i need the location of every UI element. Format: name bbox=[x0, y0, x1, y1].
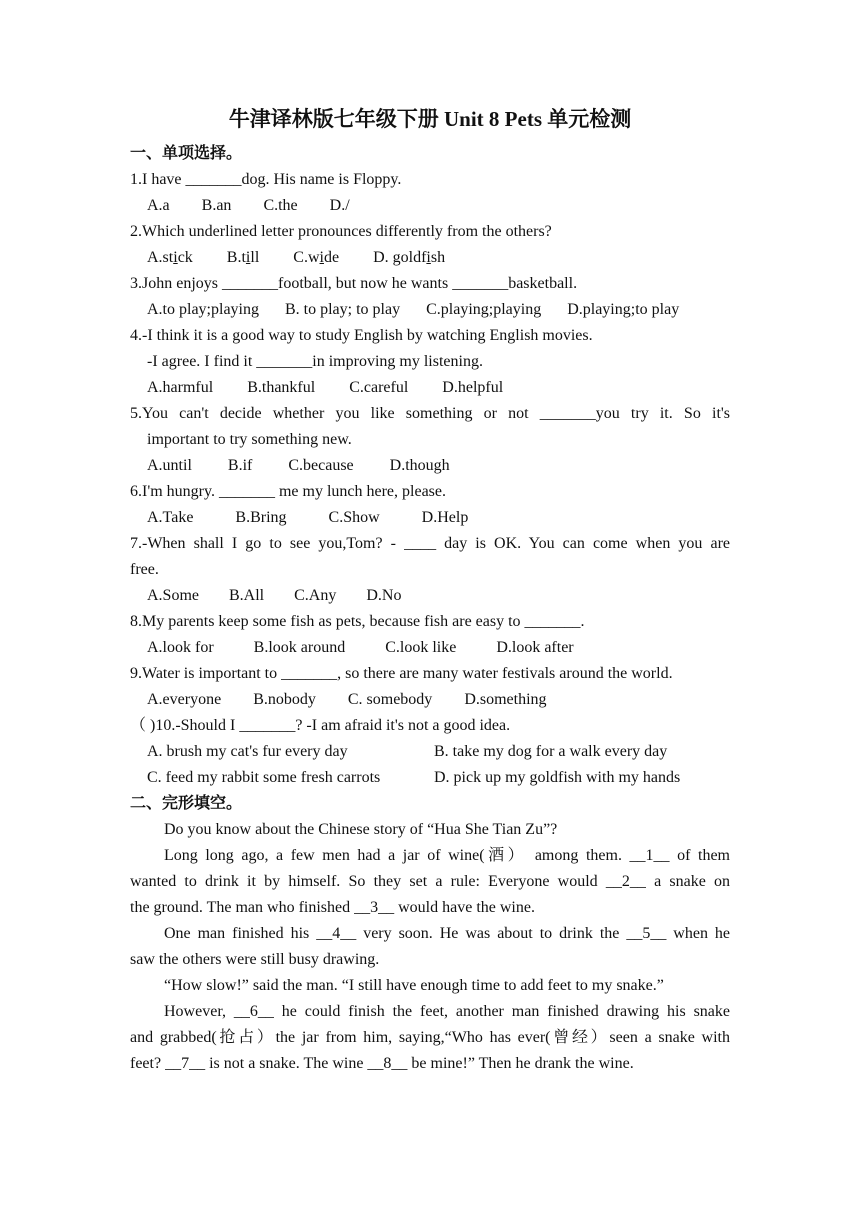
cloze-line-4: the ground. The man who finished __3__ would have the wine. bbox=[130, 899, 535, 916]
question-7-option-a: A.Some bbox=[147, 587, 199, 604]
cloze-line-5: One man finished his __4__ very soon. He was about to drink the __5__ when he bbox=[164, 925, 730, 942]
question-4-option-c: C.careful bbox=[349, 379, 409, 396]
question-4-option-a: A.harmful bbox=[147, 379, 214, 396]
question-7-stem-continued: free. bbox=[130, 561, 159, 578]
question-1-stem: 1.I have _______dog. His name is Floppy. bbox=[130, 171, 402, 188]
question-7-options bbox=[130, 583, 730, 609]
cloze-line-6: saw the others were still busy drawing. bbox=[130, 951, 380, 968]
question-2-option-d: D. goldfish bbox=[373, 249, 446, 266]
question-1-option-d: D./ bbox=[329, 197, 350, 214]
question-2-option-c: C.wide bbox=[293, 249, 340, 266]
underlined-letter: i bbox=[173, 249, 178, 266]
cloze-line-8: However, __6__ he could finish the feet, another man finished drawing his snake bbox=[164, 1003, 730, 1020]
question-2-options bbox=[130, 245, 730, 271]
question-8-options bbox=[130, 635, 730, 661]
question-3-stem: 3.John enjoys _______football, but now he wants _______basketball. bbox=[130, 275, 578, 292]
cloze-line-3: wanted to drink it by himself. So they set a rule: Everyone would __2__ a snake on bbox=[130, 873, 730, 890]
question-10-option-b: B. take my dog for a walk every day bbox=[434, 743, 668, 760]
question-3-options bbox=[130, 297, 730, 323]
question-8-option-b: B.look around bbox=[253, 639, 346, 656]
question-6-option-a: A.Take bbox=[147, 509, 194, 526]
question-4-option-d: D.helpful bbox=[442, 379, 504, 396]
question-10-options-row-2 bbox=[130, 765, 730, 791]
question-10-stem: （ )10.-Should I _______? -I am afraid it's not a good idea. bbox=[130, 717, 511, 734]
question-10-option-c: C. feed my rabbit some fresh carrots bbox=[147, 769, 381, 786]
question-1-options bbox=[130, 193, 730, 219]
question-2-option-a: A.stick bbox=[147, 249, 193, 266]
question-8-option-c: C.look like bbox=[385, 639, 457, 656]
question-6-option-c: C.Show bbox=[328, 509, 380, 526]
question-6-options bbox=[130, 505, 730, 531]
document-body bbox=[130, 141, 730, 1077]
question-8-option-a: A.look for bbox=[147, 639, 214, 656]
document-title: 牛津译林版七年级下册 Unit 8 Pets 单元检测 bbox=[228, 107, 632, 131]
underlined-letter: i bbox=[319, 249, 324, 266]
question-4-option-b: B.thankful bbox=[247, 379, 316, 396]
underlined-letter: i bbox=[426, 249, 431, 266]
question-8-option-d: D.look after bbox=[496, 639, 574, 656]
question-7-stem: 7.-When shall I go to see you,Tom? - ____ day is OK. You can come when you are bbox=[130, 535, 730, 552]
question-5-options bbox=[130, 453, 730, 479]
question-8-stem: 8.My parents keep some fish as pets, because fish are easy to _______. bbox=[130, 613, 585, 630]
question-1-option-b: B.an bbox=[201, 197, 232, 214]
cloze-line-7: “How slow!” said the man. “I still have enough time to add feet to my snake.” bbox=[164, 977, 664, 994]
question-9-option-b: B.nobody bbox=[253, 691, 316, 708]
question-3-option-a: A.to play;playing bbox=[147, 301, 259, 318]
question-4-stem-continued: -I agree. I find it _______in improving my listening. bbox=[147, 353, 483, 370]
cloze-line-2: Long long ago, a few men had a jar of wine(酒） among them. __1__ of them bbox=[164, 847, 730, 864]
section-heading-multiple-choice: 一、单项选择。 bbox=[130, 145, 243, 162]
question-10-options-row-1 bbox=[130, 739, 730, 765]
question-1-option-a: A.a bbox=[147, 197, 170, 214]
question-7-option-d: D.No bbox=[366, 587, 402, 604]
question-5-option-d: D.though bbox=[389, 457, 450, 474]
cloze-line-1: Do you know about the Chinese story of “Hua She Tian Zu”? bbox=[164, 821, 558, 838]
question-4-options bbox=[130, 375, 730, 401]
question-1-option-c: C.the bbox=[263, 197, 298, 214]
question-9-option-d: D.something bbox=[464, 691, 547, 708]
question-7-option-c: C.Any bbox=[294, 587, 337, 604]
question-3-option-b: B. to play; to play bbox=[284, 301, 401, 318]
question-9-option-a: A.everyone bbox=[147, 691, 222, 708]
question-5-option-c: C.because bbox=[288, 457, 354, 474]
question-9-stem: 9.Water is important to _______, so there are many water festivals around the world. bbox=[130, 665, 673, 682]
cloze-line-10: feet? __7__ is not a snake. The wine __8__ be mine!” Then he drank the wine. bbox=[130, 1055, 634, 1072]
question-7-option-b: B.All bbox=[229, 587, 265, 604]
question-9-option-c: C. somebody bbox=[347, 691, 433, 708]
section-heading-cloze: 二、完形填空。 bbox=[130, 795, 243, 812]
question-2-stem: 2.Which underlined letter pronounces differently from the others? bbox=[130, 223, 552, 240]
question-6-option-b: B.Bring bbox=[235, 509, 287, 526]
question-4-stem: 4.-I think it is a good way to study English by watching English movies. bbox=[130, 327, 593, 344]
question-10-option-d: D. pick up my goldfish with my hands bbox=[434, 769, 681, 786]
question-2-option-b: B.till bbox=[226, 249, 260, 266]
cloze-line-9: and grabbed(抢占）the jar from him, saying,“Who has ever(曾经）seen a snake with bbox=[130, 1029, 730, 1046]
question-5-stem-continued: important to try something new. bbox=[147, 431, 352, 448]
question-5-option-a: A.until bbox=[147, 457, 192, 474]
question-9-options bbox=[130, 687, 730, 713]
question-5-option-b: B.if bbox=[227, 457, 253, 474]
question-3-option-c: C.playing;playing bbox=[426, 301, 542, 318]
question-10-option-a: A. brush my cat's fur every day bbox=[147, 743, 348, 760]
underlined-letter: i bbox=[245, 249, 251, 266]
question-5-stem: 5.You can't decide whether you like something or not _______you try it. So it's bbox=[130, 405, 730, 422]
question-3-option-d: D.playing;to play bbox=[567, 301, 680, 318]
question-6-stem: 6.I'm hungry. _______ me my lunch here, please. bbox=[130, 483, 446, 500]
question-6-option-d: D.Help bbox=[421, 509, 469, 526]
